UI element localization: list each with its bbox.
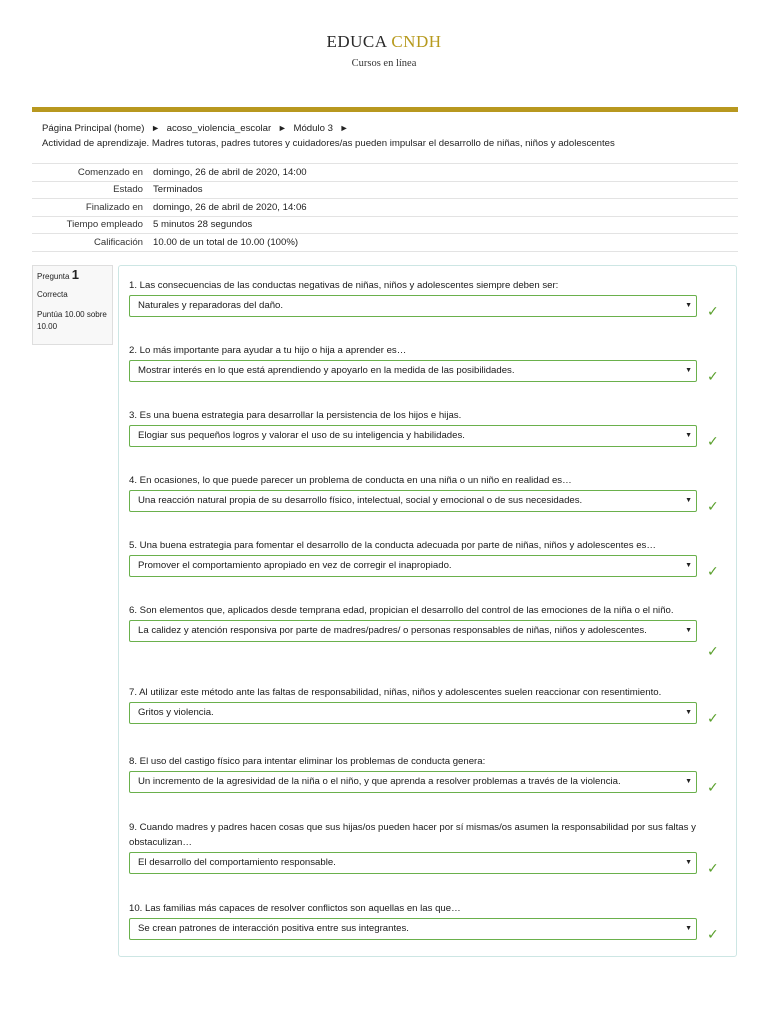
question-item	[129, 603, 719, 659]
breadcrumb	[42, 121, 732, 151]
checkmark-icon: ✓	[707, 926, 719, 942]
question-text: 6. Son elementos que, aplicados desde temprana edad, propician el desarrollo del control de las emociones de la niña o el niño.	[129, 605, 674, 616]
question-item	[129, 278, 719, 317]
breadcrumb-module[interactable]: Módulo 3	[293, 123, 333, 134]
breadcrumb-separator-icon: ►	[277, 123, 287, 133]
checkmark-icon: ✓	[707, 303, 719, 319]
answer-select[interactable]	[129, 555, 697, 577]
question-grade: Puntúa 10.00 sobre 10.00	[37, 310, 107, 331]
answer-select-value: Naturales y reparadoras del daño.	[138, 300, 284, 311]
dropdown-arrow-icon: ▼	[685, 709, 692, 716]
dropdown-arrow-icon: ▼	[685, 925, 692, 932]
answer-select-value: Mostrar interés en lo que está aprendiendo y apoyarlo en la medida de las posibilidades.	[138, 365, 515, 376]
question-number-value: 1	[71, 267, 79, 282]
summary-value: Terminados	[153, 184, 203, 196]
question-item	[129, 685, 719, 724]
answer-select[interactable]	[129, 425, 697, 447]
dropdown-arrow-icon: ▼	[685, 859, 692, 866]
summary-row-grade	[32, 234, 738, 252]
answer-select-value: La calidez y atención responsiva por parte de madres/padres/ o personas responsables de niñas, niños y adolescentes.	[138, 625, 647, 636]
question-item	[129, 343, 719, 382]
attempt-summary-table	[32, 163, 738, 252]
answer-select[interactable]	[129, 702, 697, 724]
question-text: 7. Al utilizar este método ante las faltas de responsabilidad, niñas, niños y adolescentes suelen reaccionar con resentimiento.	[129, 687, 662, 698]
dropdown-arrow-icon: ▼	[685, 497, 692, 504]
answer-select-value: Elogiar sus pequeños logros y valorar el uso de su inteligencia y habilidades.	[138, 430, 465, 441]
question-item	[129, 473, 719, 512]
site-title	[0, 32, 768, 52]
question-item	[129, 820, 719, 874]
summary-value: domingo, 26 de abril de 2020, 14:00	[153, 166, 307, 178]
summary-label: Calificación	[93, 236, 143, 248]
checkmark-icon: ✓	[707, 779, 719, 795]
checkmark-icon: ✓	[707, 860, 719, 876]
answer-select[interactable]	[129, 918, 697, 940]
summary-row-finished	[32, 199, 738, 217]
answer-select[interactable]	[129, 620, 697, 642]
question-state: Correcta	[37, 290, 68, 299]
question-number	[37, 269, 108, 283]
summary-label: Estado	[113, 184, 143, 196]
summary-label: Finalizado en	[85, 201, 143, 213]
answer-select[interactable]	[129, 771, 697, 793]
question-item	[129, 754, 719, 793]
question-info-box	[32, 265, 113, 345]
summary-value: 10.00 de un total de 10.00 (100%)	[153, 236, 299, 248]
summary-row-state	[32, 181, 738, 199]
summary-row-started	[32, 164, 738, 182]
dropdown-arrow-icon: ▼	[685, 367, 692, 374]
checkmark-icon: ✓	[707, 643, 719, 659]
answer-select-value: Promover el comportamiento apropiado en vez de corregir el inapropiado.	[138, 560, 452, 571]
checkmark-icon: ✓	[707, 498, 719, 514]
question-number-label: Pregunta	[37, 272, 70, 281]
question-text: 2. Lo más importante para ayudar a tu hijo o hija a aprender es…	[129, 345, 407, 356]
site-title-accent: CNDH	[391, 32, 442, 51]
site-header	[0, 32, 768, 69]
dropdown-arrow-icon: ▼	[685, 778, 692, 785]
question-text: 1. Las consecuencias de las conductas negativas de niñas, niños y adolescentes siempre deben ser:	[129, 280, 559, 291]
answer-select-value: Un incremento de la agresividad de la niña o el niño, y que aprenda a resolver problemas a través de la violencia.	[138, 776, 621, 787]
answer-select-value: Una reacción natural propia de su desarrollo físico, intelectual, social y emocional o de sus necesidades.	[138, 495, 583, 506]
summary-label: Comenzado en	[77, 166, 143, 178]
breadcrumb-course[interactable]: acoso_violencia_escolar	[166, 123, 272, 134]
breadcrumb-home[interactable]: Página Principal (home)	[42, 123, 145, 134]
site-title-main: EDUCA	[326, 32, 387, 51]
answer-select[interactable]	[129, 852, 697, 874]
checkmark-icon: ✓	[707, 710, 719, 726]
checkmark-icon: ✓	[707, 368, 719, 384]
dropdown-arrow-icon: ▼	[685, 302, 692, 309]
header-divider	[32, 107, 738, 112]
question-text: 8. El uso del castigo físico para intentar eliminar los problemas de conducta genera:	[129, 756, 486, 767]
checkmark-icon: ✓	[707, 563, 719, 579]
dropdown-arrow-icon: ▼	[685, 432, 692, 439]
breadcrumb-separator-icon: ►	[151, 123, 160, 133]
summary-label: Tiempo empleado	[66, 219, 143, 231]
answer-select-value: Se crean patrones de interacción positiva entre sus integrantes.	[138, 923, 409, 934]
site-subtitle: Cursos en línea	[351, 58, 417, 69]
answer-select[interactable]	[129, 360, 697, 382]
breadcrumb-separator-icon: ►	[339, 123, 349, 133]
question-item	[129, 538, 719, 577]
answer-select-value: Gritos y violencia.	[138, 707, 214, 718]
breadcrumb-activity[interactable]: Actividad de aprendizaje. Madres tutoras, padres tutores y cuidadores/as pueden impulsar el desarrollo de niñas, niños y adolescentes	[42, 138, 615, 149]
question-text: 9. Cuando madres y padres hacen cosas que sus hijas/os pueden hacer por sí mismas/os asumen la responsabilidad por sus faltas y obstaculizan…	[129, 822, 696, 848]
answer-select-value: El desarrollo del comportamiento responsable.	[138, 857, 336, 868]
dropdown-arrow-icon: ▼	[685, 627, 692, 634]
dropdown-arrow-icon: ▼	[685, 562, 692, 569]
question-text: 3. Es una buena estrategia para desarrollar la persistencia de los hijos e hijas.	[129, 410, 462, 421]
question-text: 10. Las familias más capaces de resolver conflictos son aquellas en las que…	[129, 903, 461, 914]
question-text: 4. En ocasiones, lo que puede parecer un problema de conducta en una niña o un niño en realidad es…	[129, 475, 572, 486]
question-item	[129, 901, 719, 940]
question-item	[129, 408, 719, 447]
question-panel	[118, 265, 737, 957]
question-text: 5. Una buena estrategia para fomentar el desarrollo de la conducta adecuada por parte de niñas, niños y adolescentes es…	[129, 540, 656, 551]
checkmark-icon: ✓	[707, 433, 719, 449]
summary-row-time	[32, 216, 738, 234]
answer-select[interactable]	[129, 490, 697, 512]
summary-value: domingo, 26 de abril de 2020, 14:06	[153, 201, 307, 213]
summary-value: 5 minutos 28 segundos	[153, 219, 253, 231]
answer-select[interactable]	[129, 295, 697, 317]
